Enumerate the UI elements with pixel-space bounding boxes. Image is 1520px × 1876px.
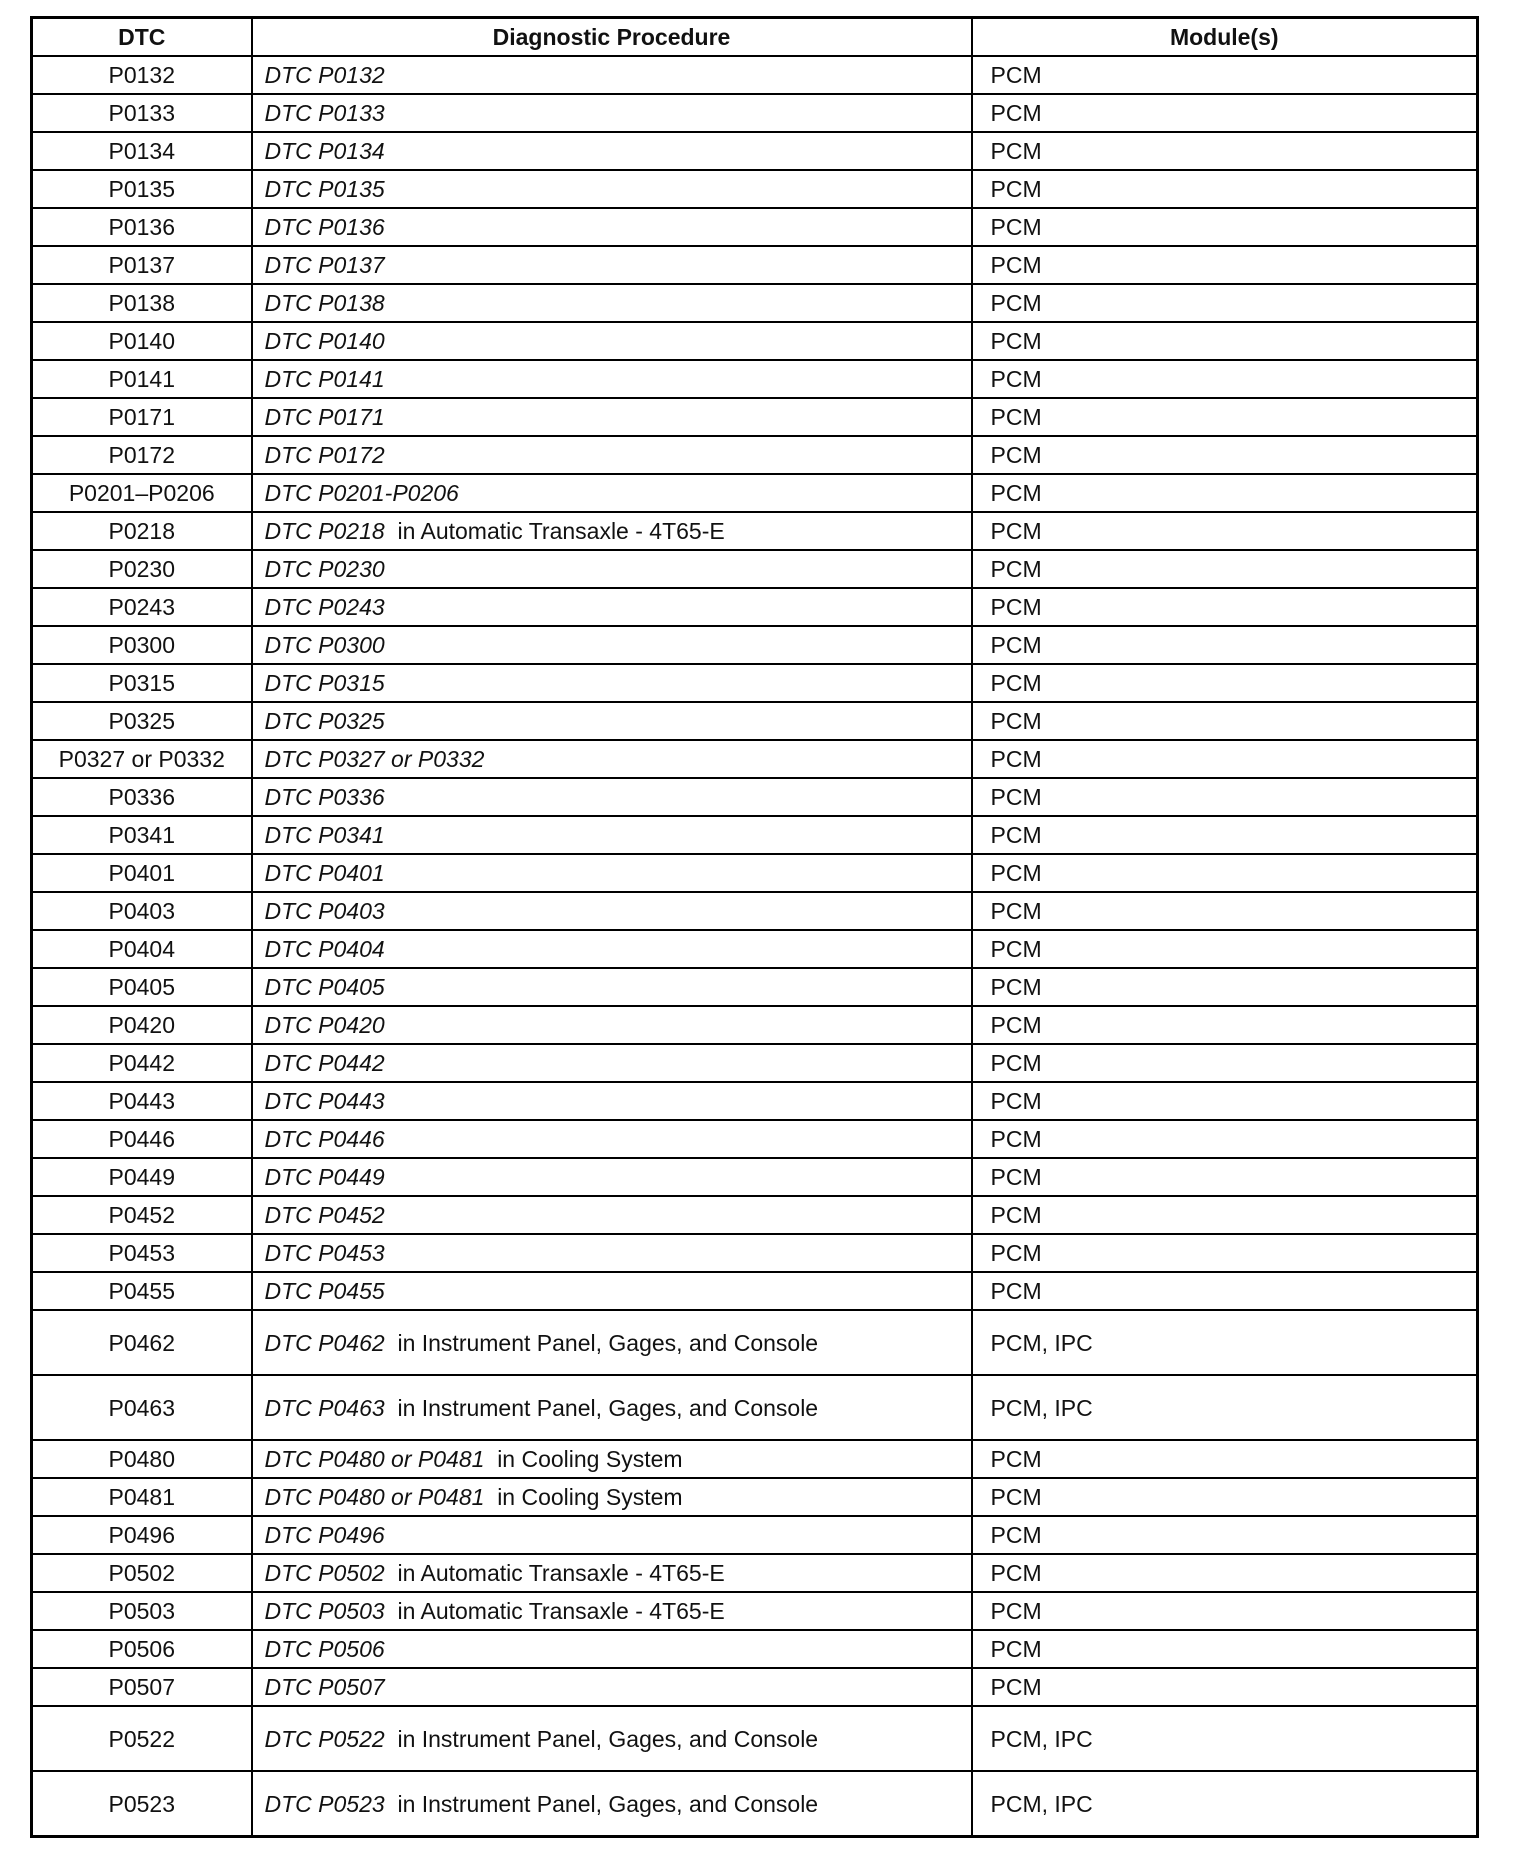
procedure-link[interactable]: DTC P0336 bbox=[264, 784, 385, 810]
modules: PCM bbox=[972, 208, 1478, 246]
diagnostic-procedure bbox=[252, 398, 972, 436]
modules: PCM bbox=[972, 740, 1478, 778]
table-row bbox=[32, 208, 1478, 246]
diagnostic-procedure bbox=[252, 588, 972, 626]
header-modules: Module(s) bbox=[972, 18, 1478, 57]
procedure-link[interactable]: DTC P0405 bbox=[264, 974, 385, 1000]
procedure-link[interactable]: DTC P0243 bbox=[264, 594, 385, 620]
dtc-code: P0218 bbox=[32, 512, 252, 550]
table-row bbox=[32, 1196, 1478, 1234]
dtc-code: P0336 bbox=[32, 778, 252, 816]
table-row bbox=[32, 968, 1478, 1006]
dtc-code: P0462 bbox=[32, 1310, 252, 1375]
dtc-code: P0172 bbox=[32, 436, 252, 474]
diagnostic-procedure bbox=[252, 1630, 972, 1668]
table-row bbox=[32, 170, 1478, 208]
modules: PCM bbox=[972, 664, 1478, 702]
modules: PCM bbox=[972, 1158, 1478, 1196]
procedure-link[interactable]: DTC P0136 bbox=[264, 214, 385, 240]
diagnostic-procedure bbox=[252, 816, 972, 854]
procedure-location: in Instrument Panel, Gages, and Console bbox=[397, 1329, 819, 1356]
modules: PCM bbox=[972, 398, 1478, 436]
diagnostic-procedure bbox=[252, 1310, 972, 1375]
procedure-link[interactable]: DTC P0480 or P0481 bbox=[264, 1484, 485, 1510]
modules: PCM bbox=[972, 246, 1478, 284]
procedure-location: in Cooling System bbox=[497, 1484, 683, 1510]
procedure-location: in Cooling System bbox=[497, 1446, 683, 1472]
modules: PCM bbox=[972, 1044, 1478, 1082]
procedure-location: in Automatic Transaxle - 4T65-E bbox=[397, 518, 725, 544]
dtc-code: P0300 bbox=[32, 626, 252, 664]
dtc-code: P0341 bbox=[32, 816, 252, 854]
diagnostic-procedure bbox=[252, 1706, 972, 1771]
dtc-code: P0401 bbox=[32, 854, 252, 892]
table-row bbox=[32, 1272, 1478, 1310]
diagnostic-procedure bbox=[252, 1440, 972, 1478]
procedure-link[interactable]: DTC P0455 bbox=[264, 1278, 385, 1304]
diagnostic-procedure bbox=[252, 512, 972, 550]
procedure-link[interactable]: DTC P0218 bbox=[264, 518, 385, 544]
table-row bbox=[32, 1120, 1478, 1158]
table-row bbox=[32, 550, 1478, 588]
table-row bbox=[32, 1234, 1478, 1272]
table-row bbox=[32, 626, 1478, 664]
diagnostic-procedure bbox=[252, 1771, 972, 1837]
table-row bbox=[32, 1375, 1478, 1440]
dtc-code: P0443 bbox=[32, 1082, 252, 1120]
diagnostic-procedure bbox=[252, 1478, 972, 1516]
table-row bbox=[32, 1706, 1478, 1771]
table-row bbox=[32, 1516, 1478, 1554]
modules: PCM bbox=[972, 778, 1478, 816]
dtc-code: P0506 bbox=[32, 1630, 252, 1668]
modules: PCM bbox=[972, 132, 1478, 170]
table-row bbox=[32, 702, 1478, 740]
table-row bbox=[32, 1082, 1478, 1120]
procedure-link[interactable]: DTC P0140 bbox=[264, 328, 385, 354]
procedure-link[interactable]: DTC P0134 bbox=[264, 138, 385, 164]
dtc-code: P0137 bbox=[32, 246, 252, 284]
procedure-link[interactable]: DTC P0523 bbox=[264, 1790, 385, 1817]
diagnostic-procedure bbox=[252, 968, 972, 1006]
procedure-location: in Automatic Transaxle - 4T65-E bbox=[397, 1598, 725, 1624]
procedure-location: in Automatic Transaxle - 4T65-E bbox=[397, 1560, 725, 1586]
table-row bbox=[32, 1630, 1478, 1668]
header-procedure: Diagnostic Procedure bbox=[252, 18, 972, 57]
dtc-code: P0134 bbox=[32, 132, 252, 170]
dtc-code: P0405 bbox=[32, 968, 252, 1006]
procedure-link[interactable]: DTC P0443 bbox=[264, 1088, 385, 1114]
procedure-link[interactable]: DTC P0453 bbox=[264, 1240, 385, 1266]
procedure-link[interactable]: DTC P0201-P0206 bbox=[264, 480, 459, 506]
table-row bbox=[32, 1592, 1478, 1630]
table-row bbox=[32, 360, 1478, 398]
diagnostic-procedure bbox=[252, 1082, 972, 1120]
modules: PCM bbox=[972, 360, 1478, 398]
diagnostic-procedure bbox=[252, 854, 972, 892]
diagnostic-procedure bbox=[252, 1234, 972, 1272]
table-row bbox=[32, 322, 1478, 360]
modules: PCM bbox=[972, 1668, 1478, 1706]
table-row bbox=[32, 246, 1478, 284]
table-row bbox=[32, 1478, 1478, 1516]
modules: PCM, IPC bbox=[972, 1706, 1478, 1771]
modules: PCM bbox=[972, 1630, 1478, 1668]
modules: PCM bbox=[972, 1006, 1478, 1044]
modules: PCM, IPC bbox=[972, 1375, 1478, 1440]
modules: PCM bbox=[972, 1554, 1478, 1592]
modules: PCM bbox=[972, 1592, 1478, 1630]
diagnostic-procedure bbox=[252, 94, 972, 132]
procedure-link[interactable]: DTC P0133 bbox=[264, 100, 385, 126]
modules: PCM bbox=[972, 474, 1478, 512]
procedure-link[interactable]: DTC P0452 bbox=[264, 1202, 385, 1228]
diagnostic-procedure bbox=[252, 1006, 972, 1044]
procedure-link[interactable]: DTC P0480 or P0481 bbox=[264, 1446, 485, 1472]
dtc-code: P0522 bbox=[32, 1706, 252, 1771]
procedure-link[interactable]: DTC P0449 bbox=[264, 1164, 385, 1190]
diagnostic-procedure bbox=[252, 626, 972, 664]
table-row bbox=[32, 930, 1478, 968]
dtc-code: P0452 bbox=[32, 1196, 252, 1234]
procedure-location: in Instrument Panel, Gages, and Console bbox=[397, 1394, 819, 1421]
diagnostic-procedure bbox=[252, 322, 972, 360]
table-row bbox=[32, 436, 1478, 474]
diagnostic-procedure bbox=[252, 170, 972, 208]
procedure-link[interactable]: DTC P0442 bbox=[264, 1050, 385, 1076]
table-row bbox=[32, 1310, 1478, 1375]
procedure-link[interactable]: DTC P0507 bbox=[264, 1674, 385, 1700]
diagnostic-procedure bbox=[252, 1516, 972, 1554]
modules: PCM bbox=[972, 550, 1478, 588]
modules: PCM bbox=[972, 284, 1478, 322]
dtc-code: P0404 bbox=[32, 930, 252, 968]
modules: PCM bbox=[972, 1196, 1478, 1234]
procedure-location: in Instrument Panel, Gages, and Console bbox=[397, 1790, 819, 1817]
dtc-code: P0453 bbox=[32, 1234, 252, 1272]
dtc-table bbox=[30, 16, 1479, 1838]
procedure-link[interactable]: DTC P0403 bbox=[264, 898, 385, 924]
diagnostic-procedure bbox=[252, 778, 972, 816]
diagnostic-procedure bbox=[252, 892, 972, 930]
modules: PCM bbox=[972, 588, 1478, 626]
modules: PCM bbox=[972, 930, 1478, 968]
dtc-code: P0243 bbox=[32, 588, 252, 626]
procedure-link[interactable]: DTC P0420 bbox=[264, 1012, 385, 1038]
modules: PCM bbox=[972, 968, 1478, 1006]
table-row bbox=[32, 664, 1478, 702]
dtc-code: P0502 bbox=[32, 1554, 252, 1592]
diagnostic-procedure bbox=[252, 474, 972, 512]
modules: PCM bbox=[972, 56, 1478, 94]
diagnostic-procedure bbox=[252, 284, 972, 322]
procedure-link[interactable]: DTC P0446 bbox=[264, 1126, 385, 1152]
procedure-location: in Instrument Panel, Gages, and Console bbox=[397, 1725, 819, 1752]
dtc-code: P0135 bbox=[32, 170, 252, 208]
procedure-link[interactable]: DTC P0325 bbox=[264, 708, 385, 734]
modules: PCM bbox=[972, 322, 1478, 360]
dtc-code: P0327 or P0332 bbox=[32, 740, 252, 778]
table-body bbox=[32, 56, 1478, 1837]
procedure-link[interactable]: DTC P0171 bbox=[264, 404, 385, 430]
dtc-code: P0171 bbox=[32, 398, 252, 436]
dtc-code: P0496 bbox=[32, 1516, 252, 1554]
diagnostic-procedure bbox=[252, 702, 972, 740]
table-row bbox=[32, 94, 1478, 132]
procedure-link[interactable]: DTC P0135 bbox=[264, 176, 385, 202]
diagnostic-procedure bbox=[252, 132, 972, 170]
modules: PCM bbox=[972, 816, 1478, 854]
procedure-link[interactable]: DTC P0401 bbox=[264, 860, 385, 886]
header-dtc: DTC bbox=[32, 18, 252, 57]
modules: PCM bbox=[972, 892, 1478, 930]
procedure-link[interactable]: DTC P0132 bbox=[264, 62, 385, 88]
procedure-link[interactable]: DTC P0463 bbox=[264, 1394, 385, 1421]
table-row bbox=[32, 778, 1478, 816]
dtc-code: P0442 bbox=[32, 1044, 252, 1082]
dtc-code: P0201–P0206 bbox=[32, 474, 252, 512]
dtc-code: P0523 bbox=[32, 1771, 252, 1837]
diagnostic-procedure bbox=[252, 1668, 972, 1706]
procedure-link[interactable]: DTC P0404 bbox=[264, 936, 385, 962]
table-row bbox=[32, 474, 1478, 512]
dtc-code: P0403 bbox=[32, 892, 252, 930]
table-row bbox=[32, 892, 1478, 930]
procedure-link[interactable]: DTC P0172 bbox=[264, 442, 385, 468]
modules: PCM, IPC bbox=[972, 1771, 1478, 1837]
table-row bbox=[32, 512, 1478, 550]
diagnostic-procedure bbox=[252, 1375, 972, 1440]
procedure-link[interactable]: DTC P0327 or P0332 bbox=[264, 746, 485, 772]
modules: PCM bbox=[972, 702, 1478, 740]
dtc-code: P0481 bbox=[32, 1478, 252, 1516]
dtc-code: P0133 bbox=[32, 94, 252, 132]
diagnostic-procedure bbox=[252, 208, 972, 246]
modules: PCM bbox=[972, 1082, 1478, 1120]
diagnostic-procedure bbox=[252, 664, 972, 702]
procedure-link[interactable]: DTC P0503 bbox=[264, 1598, 385, 1624]
procedure-link[interactable]: DTC P0341 bbox=[264, 822, 385, 848]
procedure-link[interactable]: DTC P0137 bbox=[264, 252, 385, 278]
diagnostic-procedure bbox=[252, 246, 972, 284]
table-row bbox=[32, 1771, 1478, 1837]
dtc-code: P0463 bbox=[32, 1375, 252, 1440]
procedure-link[interactable]: DTC P0315 bbox=[264, 670, 385, 696]
dtc-code: P0480 bbox=[32, 1440, 252, 1478]
dtc-code: P0136 bbox=[32, 208, 252, 246]
diagnostic-procedure bbox=[252, 740, 972, 778]
modules: PCM bbox=[972, 1120, 1478, 1158]
dtc-code: P0455 bbox=[32, 1272, 252, 1310]
diagnostic-procedure bbox=[252, 1044, 972, 1082]
dtc-code: P0503 bbox=[32, 1592, 252, 1630]
diagnostic-procedure bbox=[252, 1272, 972, 1310]
modules: PCM bbox=[972, 1440, 1478, 1478]
dtc-code: P0449 bbox=[32, 1158, 252, 1196]
modules: PCM bbox=[972, 1272, 1478, 1310]
modules: PCM bbox=[972, 436, 1478, 474]
table-row bbox=[32, 1044, 1478, 1082]
procedure-link[interactable]: DTC P0496 bbox=[264, 1522, 385, 1548]
modules: PCM bbox=[972, 94, 1478, 132]
modules: PCM bbox=[972, 1478, 1478, 1516]
modules: PCM bbox=[972, 1516, 1478, 1554]
procedure-link[interactable]: DTC P0506 bbox=[264, 1636, 385, 1662]
procedure-link[interactable]: DTC P0502 bbox=[264, 1560, 385, 1586]
table-row bbox=[32, 1006, 1478, 1044]
diagnostic-procedure bbox=[252, 1554, 972, 1592]
dtc-code: P0420 bbox=[32, 1006, 252, 1044]
table-row bbox=[32, 1440, 1478, 1478]
diagnostic-procedure bbox=[252, 436, 972, 474]
diagnostic-procedure bbox=[252, 360, 972, 398]
table-row bbox=[32, 816, 1478, 854]
table-row bbox=[32, 1668, 1478, 1706]
dtc-code: P0325 bbox=[32, 702, 252, 740]
diagnostic-procedure bbox=[252, 1158, 972, 1196]
dtc-code: P0140 bbox=[32, 322, 252, 360]
dtc-code: P0132 bbox=[32, 56, 252, 94]
dtc-code: P0446 bbox=[32, 1120, 252, 1158]
table-row bbox=[32, 854, 1478, 892]
diagnostic-procedure bbox=[252, 550, 972, 588]
procedure-link[interactable]: DTC P0141 bbox=[264, 366, 385, 392]
procedure-link[interactable]: DTC P0230 bbox=[264, 556, 385, 582]
modules: PCM bbox=[972, 170, 1478, 208]
table-row bbox=[32, 1554, 1478, 1592]
diagnostic-procedure bbox=[252, 1592, 972, 1630]
table-row bbox=[32, 588, 1478, 626]
table-row bbox=[32, 1158, 1478, 1196]
procedure-link[interactable]: DTC P0462 bbox=[264, 1329, 385, 1356]
procedure-link[interactable]: DTC P0138 bbox=[264, 290, 385, 316]
diagnostic-procedure bbox=[252, 1196, 972, 1234]
procedure-link[interactable]: DTC P0300 bbox=[264, 632, 385, 658]
modules: PCM bbox=[972, 854, 1478, 892]
table-row bbox=[32, 284, 1478, 322]
header-row bbox=[32, 18, 1478, 57]
diagnostic-procedure bbox=[252, 930, 972, 968]
diagnostic-procedure bbox=[252, 1120, 972, 1158]
dtc-code: P0507 bbox=[32, 1668, 252, 1706]
dtc-code: P0315 bbox=[32, 664, 252, 702]
table-row bbox=[32, 740, 1478, 778]
dtc-code: P0141 bbox=[32, 360, 252, 398]
table-row bbox=[32, 398, 1478, 436]
dtc-code: P0138 bbox=[32, 284, 252, 322]
modules: PCM bbox=[972, 1234, 1478, 1272]
procedure-link[interactable]: DTC P0522 bbox=[264, 1725, 385, 1752]
table-row bbox=[32, 132, 1478, 170]
dtc-code: P0230 bbox=[32, 550, 252, 588]
modules: PCM, IPC bbox=[972, 1310, 1478, 1375]
modules: PCM bbox=[972, 512, 1478, 550]
modules: PCM bbox=[972, 626, 1478, 664]
table-row bbox=[32, 56, 1478, 94]
diagnostic-procedure bbox=[252, 56, 972, 94]
